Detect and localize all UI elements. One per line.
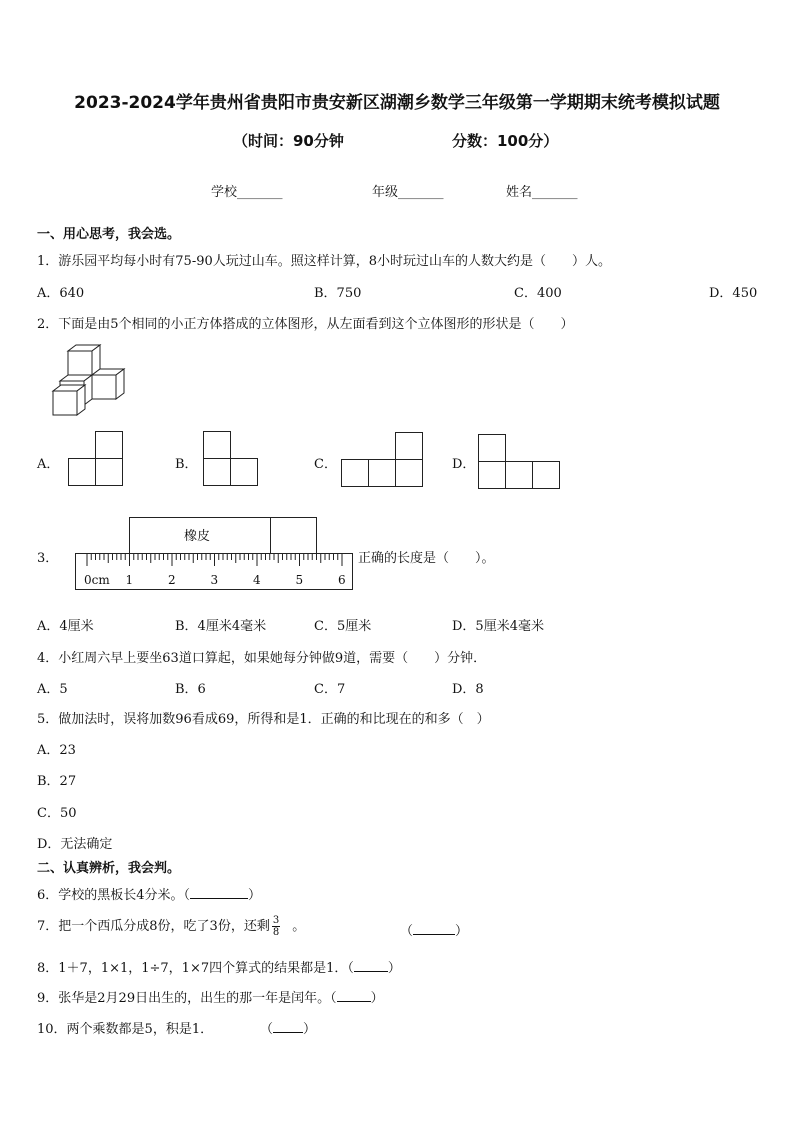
q1-option-a: A．640: [37, 286, 85, 301]
fraction-three-eighths: [272, 915, 280, 938]
answer-blank-7[interactable]: [413, 922, 455, 935]
ruler-tick-label: 6: [338, 573, 346, 587]
q3-option-a: A．4厘米: [37, 619, 94, 634]
question-10-answer: [260, 1018, 316, 1037]
question-6: [37, 884, 261, 903]
answer-blank-8[interactable]: [354, 959, 388, 972]
ruler-zero-label: 0cm: [84, 573, 110, 587]
q2-option-c-figure: [341, 432, 425, 488]
fraction-denominator: 8: [272, 927, 280, 938]
question-6-text: 6．学校的黑板长4分米。（: [37, 888, 191, 903]
q5-option-c: C．50: [37, 806, 77, 821]
grade-field: 年级_______: [372, 185, 444, 200]
q4-option-c: C．7: [314, 682, 346, 697]
question-9-text: 9．张华是2月29日出生的，出生的那一年是闰年。（: [37, 991, 337, 1006]
exam-score: 分数：100分）: [452, 132, 559, 150]
ruler-with-eraser: [74, 516, 356, 592]
q1-option-d: D．450: [709, 286, 758, 301]
question-8: [37, 957, 401, 976]
q2-option-b-figure: [203, 431, 259, 487]
answer-blank-10[interactable]: [273, 1020, 303, 1033]
q3-option-c: C．5厘米: [314, 619, 372, 634]
question-2: 2．下面是由5个相同的小正方体搭成的立体图形，从左面看到这个立体图形的形状是（ ）: [37, 317, 574, 332]
question-1: 1．游乐园平均每小时有75-90人玩过山车。照这样计算，8小时玩过山车的人数大约是（ ）人。: [37, 254, 612, 269]
question-6-close: ）: [248, 888, 262, 903]
q1-option-b: B．750: [314, 286, 362, 301]
school-field: 学校_______: [211, 185, 283, 200]
q4-option-b: B．6: [175, 682, 206, 697]
question-3-number: 3．: [37, 551, 59, 566]
page-title: 2023-2024学年贵州省贵阳市贵安新区湖潮乡数学三年级第一学期期末统考模拟试题: [74, 93, 720, 113]
q2-option-c: C．: [314, 457, 337, 472]
answer-blank-9[interactable]: [337, 989, 371, 1002]
question-9-close: ）: [370, 991, 384, 1006]
question-3-text: 正确的长度是（ ）。: [358, 551, 495, 566]
ruler-tick-label: 2: [168, 573, 176, 587]
ruler-tick-label: 5: [295, 573, 304, 587]
cube-stack-figure: [50, 343, 130, 418]
question-8-close: ）: [387, 961, 401, 976]
q2-option-a-figure: [68, 431, 124, 487]
q2-option-b: B．: [175, 457, 198, 472]
question-7: [37, 915, 305, 938]
q4-option-d: D．8: [452, 682, 484, 697]
question-8-text: 8．1＋7，1×1，1÷7，1×7四个算式的结果都是1．（: [37, 961, 354, 976]
eraser-label: 橡皮: [184, 529, 211, 544]
q2-option-d-figure: [478, 434, 562, 490]
question-10-close: ）: [303, 1022, 317, 1037]
q2-option-d: D．: [452, 457, 476, 472]
q1-option-c: C．400: [514, 286, 562, 301]
q5-option-b: B．27: [37, 774, 77, 789]
question-10-open: （: [260, 1022, 274, 1037]
q3-option-b: B．4厘米4毫米: [175, 619, 267, 634]
question-7-close: ）: [455, 924, 469, 939]
question-7-answer: [400, 920, 468, 939]
ruler-tick-label: 4: [253, 573, 261, 587]
exam-time: （时间：90分钟: [233, 132, 344, 150]
question-10-text: 10．两个乘数都是5，积是1．: [37, 1022, 214, 1037]
question-5: 5．做加法时，误将加数96看成69，所得和是1．正确的和比现在的和多（ ）: [37, 712, 490, 727]
q2-option-a: A．: [37, 457, 60, 472]
question-7-text: 7．把一个西瓜分成8份，吃了3份，还剩: [37, 919, 270, 934]
section-2-heading: 二、认真辨析，我会判。: [37, 861, 181, 876]
answer-blank-6[interactable]: [190, 886, 248, 899]
name-field: 姓名_______: [506, 185, 578, 200]
q5-option-a: A．23: [37, 743, 76, 758]
question-4: 4．小红周六早上要坐63道口算起，如果她每分钟做9道，需要（ ）分钟．: [37, 651, 487, 666]
ruler-tick-label: 3: [210, 573, 219, 587]
question-7-open: （: [400, 924, 414, 939]
fraction-numerator: 3: [272, 915, 280, 926]
question-9: [37, 987, 384, 1006]
question-7-period: 。: [292, 919, 306, 934]
eraser: [130, 518, 317, 554]
q4-option-a: A．5: [37, 682, 68, 697]
ruler-tick-label: 1: [125, 573, 134, 587]
section-1-heading: 一、用心思考，我会选。: [37, 227, 181, 242]
q3-option-d: D．5厘米4毫米: [452, 619, 544, 634]
q5-option-d: D．无法确定: [37, 837, 113, 852]
